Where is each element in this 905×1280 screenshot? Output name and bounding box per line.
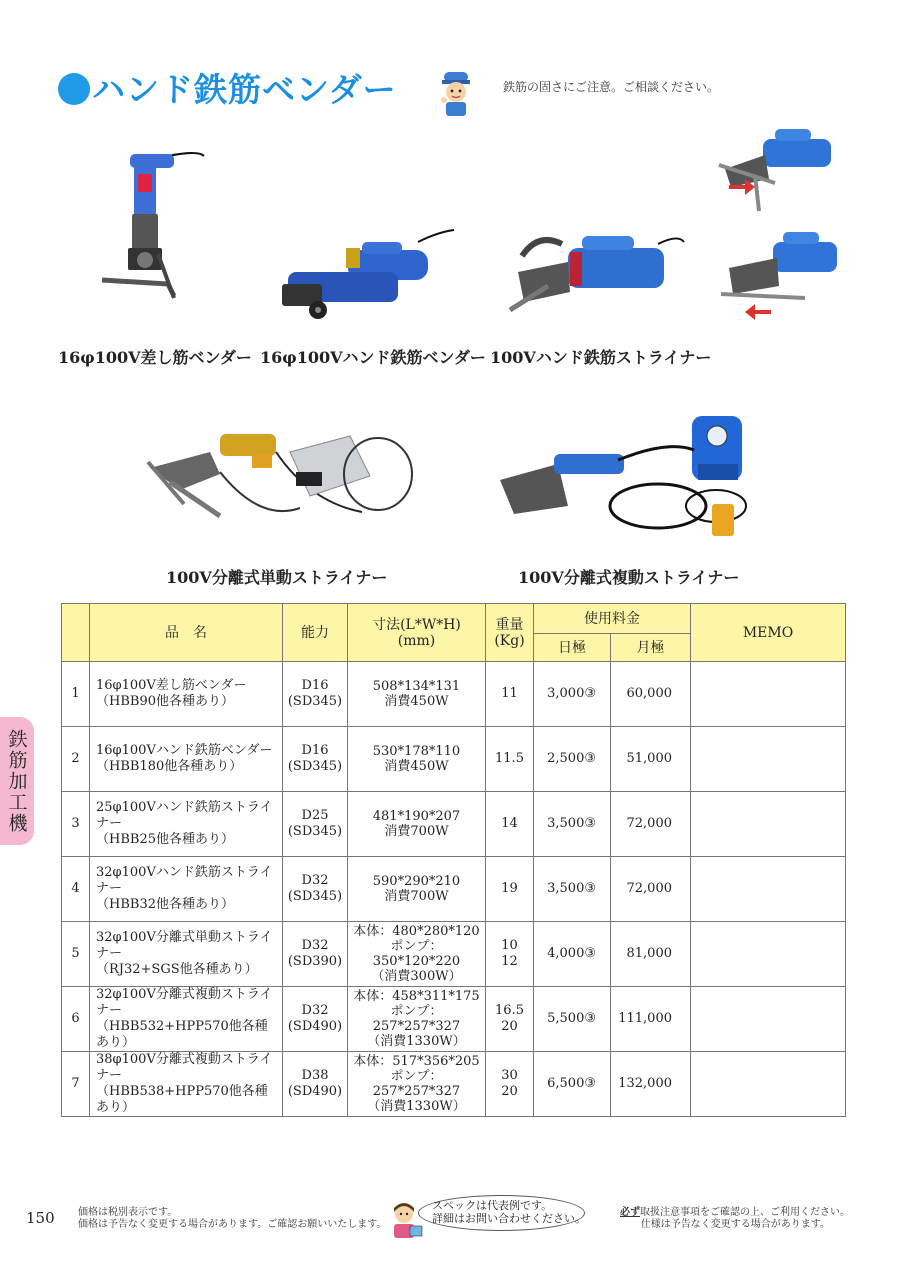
weight-cell: 16.5 20 [486,987,534,1052]
capacity-cell: D32 (SD490) [283,987,348,1052]
daily-rate-cell: 6,500③ [534,1052,611,1117]
product-name-cell: 16φ100V差し筋ベンダー （HBB90他各種あり） [90,662,283,727]
daily-rate-cell: 3,000③ [534,662,611,727]
striner-detail-top-photo [715,125,845,217]
weight-cell: 14 [486,792,534,857]
header-daily: 日極 [534,634,611,662]
row-number: 2 [62,727,90,792]
table-row [62,727,846,792]
row-number: 6 [62,987,90,1052]
page-title-text: ハンド鉄筋ベンダー [92,70,397,109]
hand-rebar-bender-photo [278,222,458,324]
row-number: 7 [62,1052,90,1117]
monthly-rate-cell: 81,000 [611,922,691,987]
usage-note-2: 仕様は予告なく変更する場合があります。 [640,1219,830,1230]
weight-cell: 30 20 [486,1052,534,1117]
bubble-line-1: スペックは代表例です。 [432,1199,553,1212]
dimensions-cell: 508*134*131 消費450W [348,662,486,727]
usage-notes [620,1207,850,1231]
page-title [58,64,397,111]
speech-bubble-text [432,1199,586,1225]
weight-cell: 11 [486,662,534,727]
row-number: 3 [62,792,90,857]
monthly-rate-cell: 132,000 [611,1052,691,1117]
capacity-cell: D32 (SD345) [283,857,348,922]
product-caption-1: 16φ100V差し筋ベンダー [58,348,252,367]
daily-rate-cell: 2,500③ [534,727,611,792]
weight-cell: 10 12 [486,922,534,987]
row-number: 5 [62,922,90,987]
price-change-note: 価格は予告なく変更する場合があります。ご確認お願いいたします。 [78,1219,387,1230]
usage-note-1: 取扱注意事項をご確認の上、ご利用ください。 [640,1207,850,1218]
memo-cell [691,857,846,922]
hand-rebar-striner-photo [508,222,686,322]
hardness-notice: 鉄筋の固さにご注意。ご相談ください。 [503,80,720,94]
row-number: 4 [62,857,90,922]
capacity-cell: D16 (SD345) [283,727,348,792]
category-side-tab [0,717,34,845]
daily-rate-cell: 5,500③ [534,987,611,1052]
tax-note: 価格は税別表示です。 [78,1207,178,1218]
bubble-line-2: 詳細はお問い合わせください。 [432,1212,586,1225]
weight-cell: 19 [486,857,534,922]
product-name-cell: 32φ100Vハンド鉄筋ストライナー （HBB32他各種あり） [90,857,283,922]
memo-cell [691,987,846,1052]
header-rental-fee: 使用料金 [534,604,691,634]
spec-table [61,603,846,1117]
must-emphasis: 必ず [620,1207,640,1218]
product-name-cell: 32φ100V分離式単動ストライナー （RJ32+SGS他各種あり） [90,922,283,987]
header-number [62,604,90,662]
memo-cell [691,662,846,727]
product-name-cell: 25φ100Vハンド鉄筋ストライナー （HBB25他各種あり） [90,792,283,857]
bullet-circle-icon [58,73,90,105]
table-row [62,922,846,987]
table-row [62,857,846,922]
separate-single-action-striner-photo [140,412,418,530]
dimensions-cell: 530*178*110 消費450W [348,727,486,792]
product-caption-2: 16φ100Vハンド鉄筋ベンダー [260,348,486,367]
dimensions-cell: 本体：480*280*120 ポンプ：350*120*220 （消費300W） [348,922,486,987]
worker-mascot-icon [436,68,476,118]
dimensions-cell: 590*290*210 消費700W [348,857,486,922]
product-name-cell: 16φ100Vハンド鉄筋ベンダー （HBB180他各種あり） [90,727,283,792]
monthly-rate-cell: 60,000 [611,662,691,727]
memo-cell [691,1052,846,1117]
capacity-cell: D16 (SD345) [283,662,348,727]
memo-cell [691,792,846,857]
memo-cell [691,727,846,792]
header-capacity: 能力 [283,604,348,662]
header-monthly: 月極 [611,634,691,662]
capacity-cell: D38 (SD490) [283,1052,348,1117]
memo-cell [691,922,846,987]
header-weight: 重量 (Kg) [486,604,534,662]
category-side-tab-label: 鉄筋加工機 [5,728,28,834]
product-name-cell: 32φ100V分離式複動ストライナー （HBB532+HPP570他各種あり） [90,987,283,1052]
dimensions-cell: 本体：517*356*205 ポンプ：257*257*327 （消費1330W） [348,1052,486,1117]
daily-rate-cell: 4,000③ [534,922,611,987]
capacity-cell: D25 (SD345) [283,792,348,857]
table-row [62,987,846,1052]
separate-double-action-striner-photo [498,410,760,540]
monthly-rate-cell: 72,000 [611,857,691,922]
header-memo: MEMO [691,604,846,662]
striner-detail-bottom-photo [715,228,845,324]
header-dimensions: 寸法(L*W*H) (mm) [348,604,486,662]
table-row [62,1052,846,1117]
dimensions-cell: 本体：458*311*175 ポンプ：257*257*327 （消費1330W） [348,987,486,1052]
daily-rate-cell: 3,500③ [534,792,611,857]
monthly-rate-cell: 72,000 [611,792,691,857]
row-number: 1 [62,662,90,727]
daily-rate-cell: 3,500③ [534,857,611,922]
product-caption-5: 100V分離式複動ストライナー [518,568,740,587]
page-number: 150 [26,1209,55,1227]
product-caption-3: 100Vハンド鉄筋ストライナー [490,348,712,367]
table-row [62,792,846,857]
operator-mascot-icon [388,1200,424,1240]
weight-cell: 11.5 [486,727,534,792]
product-caption-4: 100V分離式単動ストライナー [166,568,388,587]
rebar-bender-vertical-photo [98,148,210,300]
table-row [62,662,846,727]
capacity-cell: D32 (SD390) [283,922,348,987]
product-name-cell: 38φ100V分離式複動ストライナー （HBB538+HPP570他各種あり） [90,1052,283,1117]
dimensions-cell: 481*190*207 消費700W [348,792,486,857]
monthly-rate-cell: 111,000 [611,987,691,1052]
monthly-rate-cell: 51,000 [611,727,691,792]
header-name: 品 名 [90,604,283,662]
